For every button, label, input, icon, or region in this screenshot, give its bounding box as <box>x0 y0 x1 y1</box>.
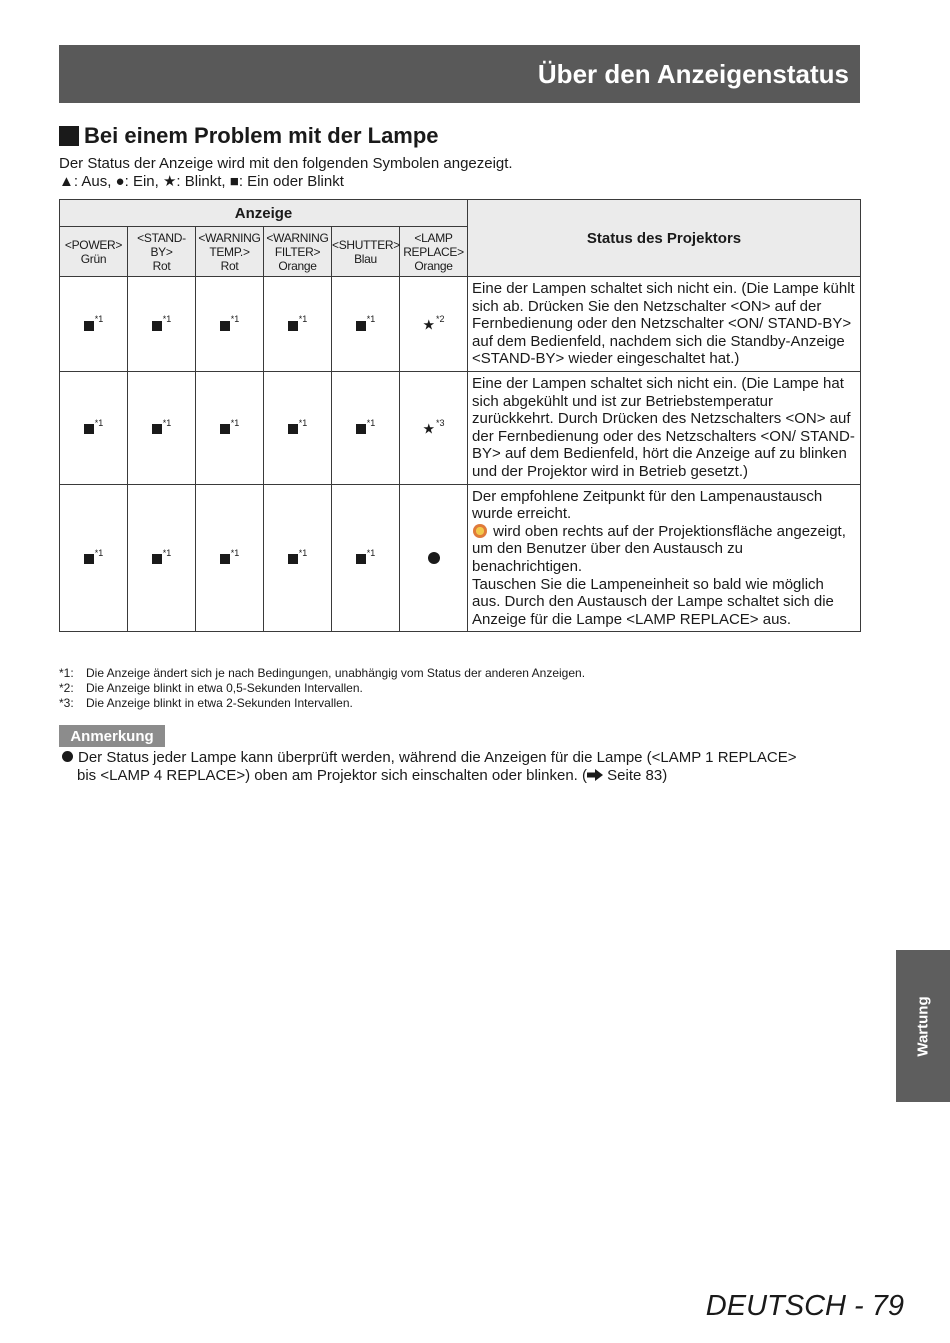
square-icon <box>220 321 230 331</box>
status-line: wird oben rechts auf der Projektionsfläche angezeigt, um den Benutzer über den Austausch zu benachrichtigen. <box>472 522 846 575</box>
note-text: Der Status jeder Lampe kann überprüft werden, während die Anzeigen für die Lampe (<LAMP 1 REPLACE> bis <LAMP 4 REPLACE>) oben am Projektor sich einschalten oder blinken. ( Seite 83) <box>59 749 859 785</box>
anzeige-header: Anzeige <box>60 200 468 227</box>
intro-text <box>59 155 513 191</box>
section-title: Bei einem Problem mit der Lampe <box>84 123 439 148</box>
symbol-cell: *1 <box>196 371 264 484</box>
legend-on-or-blink: ■: Ein oder Blinkt <box>229 173 344 190</box>
symbol-cell: *1 <box>60 371 128 484</box>
star-icon: ★ <box>422 316 436 333</box>
page-number: DEUTSCH - 79 <box>705 1290 904 1322</box>
symbol-cell: *1 <box>332 484 400 632</box>
chapter-title: Über den Anzeigenstatus <box>537 58 849 89</box>
table-row <box>60 277 861 372</box>
side-tab-label: Wartung <box>914 995 932 1057</box>
legend-on: ●: Ein, <box>115 173 159 190</box>
indicator-header-warning-temp: <WARNING TEMP.> Rot <box>196 227 264 277</box>
status-description: Eine der Lampen schaltet sich nicht ein. (Die Lampe kühlt sich ab. Drücken Sie den Netzschalter <ON> auf der Fernbedienung oder den Netzschalter <ON/ STAND-BY> auf dem Bedienfeld, nachdem sich die Standby-Anzeige <STAND-BY> wieder eingeschaltet hat.) <box>468 277 861 372</box>
square-icon <box>84 321 94 331</box>
lamp-status-table <box>59 199 861 632</box>
symbol-cell: *1 <box>196 484 264 632</box>
symbol-cell: *1 <box>128 371 196 484</box>
symbol-cell: *1 <box>332 371 400 484</box>
symbol-cell: *1 <box>332 277 400 372</box>
symbol-cell: ★$^{*2}$ <box>400 277 468 372</box>
square-bullet-icon <box>59 126 79 146</box>
indicator-header-shutter: <SHUTTER> Blau <box>332 227 400 277</box>
footnote: *3: Die Anzeige blinkt in etwa 2-Sekunden Intervallen. <box>59 696 353 710</box>
lamp-warning-icon <box>473 524 487 538</box>
status-header: Status des Projektors <box>468 200 861 277</box>
status-line: Tauschen Sie die Lampeneinheit so bald wie möglich aus. Durch den Austausch der Lampe schaltet sich die Anzeige für die Lampe <LAMP REPLACE> aus. <box>472 575 834 628</box>
square-icon <box>220 424 230 434</box>
chapter-header <box>59 45 860 103</box>
footnotes <box>59 666 585 711</box>
indicator-header-lamp-replace: <LAMP REPLACE> Orange <box>400 227 468 277</box>
section-heading <box>59 123 439 149</box>
square-icon <box>220 554 230 564</box>
footnote: *2: Die Anzeige blinkt in etwa 0,5-Sekunden Intervallen. <box>59 681 363 695</box>
square-icon <box>288 321 298 331</box>
status-line: Der empfohlene Zeitpunkt für den Lampenaustausch wurde erreicht. <box>472 487 823 523</box>
square-icon <box>288 554 298 564</box>
footnote: *1: Die Anzeige ändert sich je nach Bedingungen, unabhängig vom Status der anderen Anzeigen. <box>59 666 586 680</box>
symbol-cell: *1 <box>264 484 332 632</box>
legend-blink: ★: Blinkt, <box>162 173 226 190</box>
legend-off: ▲: Aus, <box>59 173 112 190</box>
symbol-cell: *1 <box>128 484 196 632</box>
square-icon <box>84 554 94 564</box>
indicator-header-standby: <STAND- BY> Rot <box>128 227 196 277</box>
square-icon <box>288 424 298 434</box>
table-row <box>60 371 861 484</box>
symbol-legend <box>59 173 513 191</box>
symbol-cell: *1 <box>264 277 332 372</box>
arrow-right-icon <box>587 769 603 781</box>
symbol-cell: *1 <box>264 371 332 484</box>
square-icon <box>356 321 366 331</box>
indicator-header-warning-filter: <WARNING FILTER> Orange <box>264 227 332 277</box>
status-description <box>468 484 861 632</box>
star-icon: ★ <box>422 420 436 437</box>
note-label: Anmerkung <box>59 725 165 747</box>
page-reference-link[interactable]: Seite 83) <box>603 767 668 784</box>
symbol-cell: *1 <box>128 277 196 372</box>
square-icon <box>84 424 94 434</box>
status-description: Eine der Lampen schaltet sich nicht ein. (Die Lampe hat sich abgekühlt und ist zur Betriebstemperatur zurückkehrt. Durch Drücken des Netzschalters <ON> auf der Fernbedienung oder des Netzschalters <ON/ STAND-BY> auf dem Bedienfeld, hört die Anzeige auf zu blinken und der Projektor wird in Betrieb gesetzt.) <box>468 371 861 484</box>
square-icon <box>356 554 366 564</box>
symbol-cell: ★$^{*3}$ <box>400 371 468 484</box>
symbol-cell: *1 <box>60 484 128 632</box>
square-icon <box>152 554 162 564</box>
square-icon <box>356 424 366 434</box>
intro-line: Der Status der Anzeige wird mit den folgenden Symbolen angezeigt. <box>59 155 513 172</box>
symbol-cell: *1 <box>196 277 264 372</box>
symbol-cell <box>400 484 468 632</box>
square-icon <box>152 321 162 331</box>
square-icon <box>152 424 162 434</box>
side-tab-wartung[interactable] <box>896 950 950 1102</box>
dot-icon <box>428 552 440 564</box>
bullet-icon <box>62 751 73 762</box>
table-row <box>60 484 861 632</box>
symbol-cell: *1 <box>60 277 128 372</box>
indicator-header-power: <POWER> Grün <box>60 227 128 277</box>
